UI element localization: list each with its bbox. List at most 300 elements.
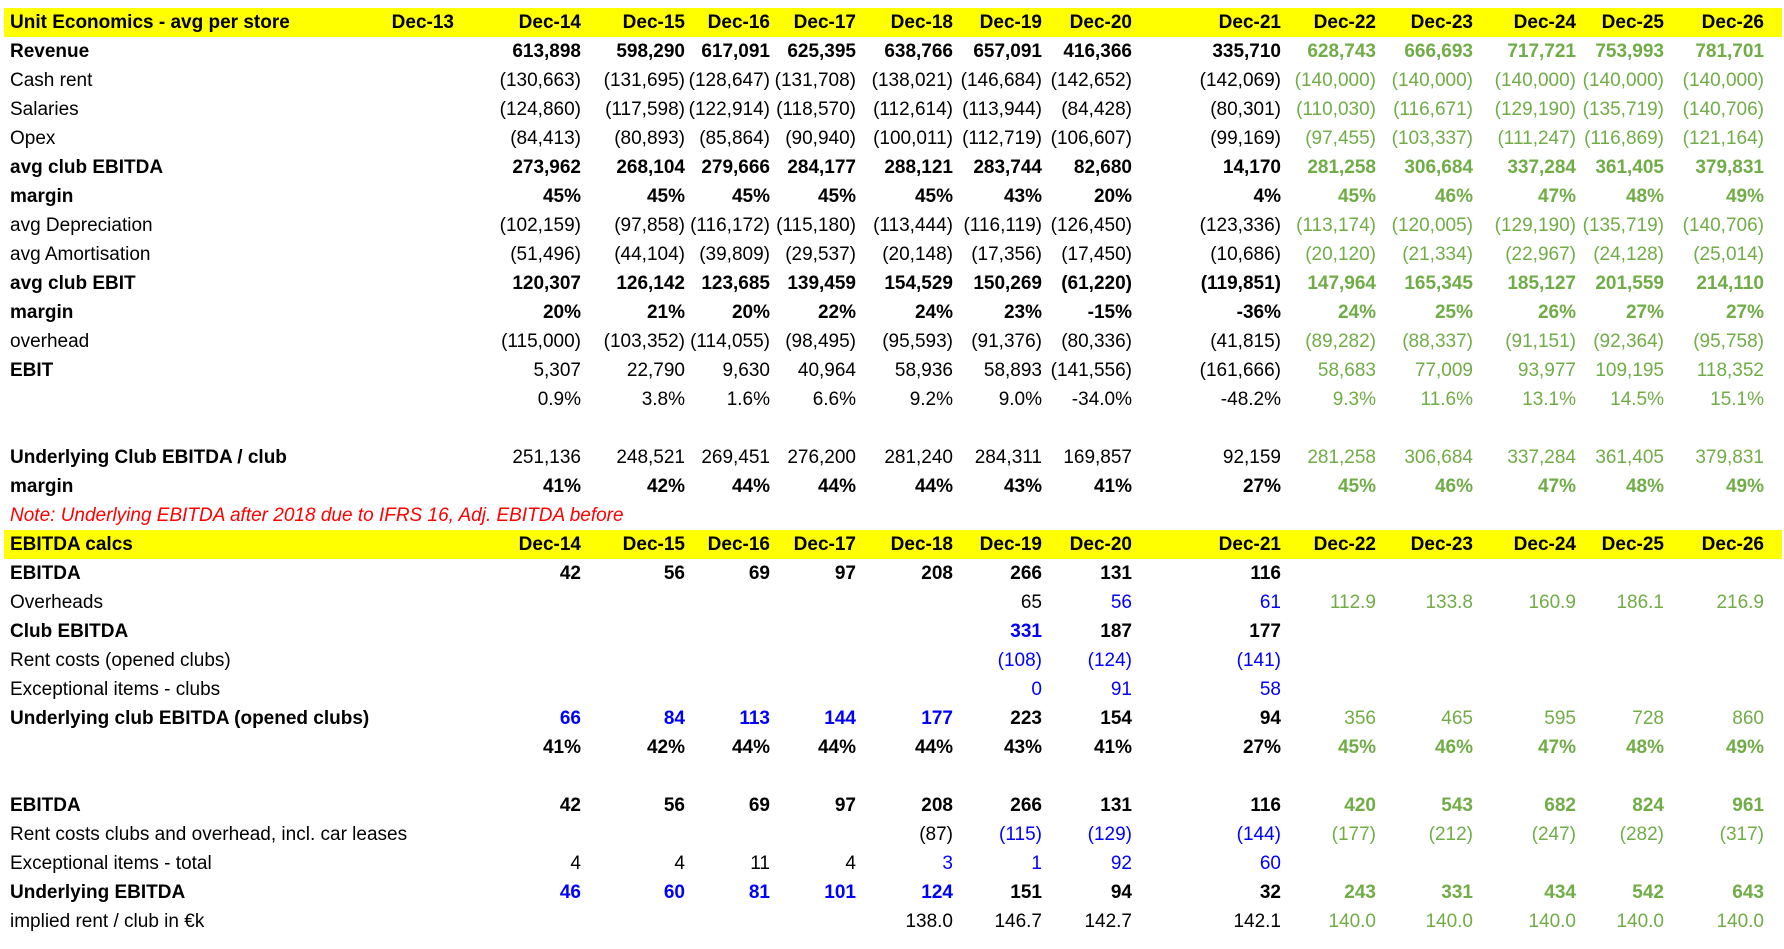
- table-cell[interactable]: 281,258: [1307, 157, 1376, 178]
- table-cell[interactable]: 116: [1250, 795, 1281, 816]
- table-cell[interactable]: (44,104): [614, 244, 685, 265]
- table-cell[interactable]: (97,455): [1305, 128, 1376, 149]
- table-cell[interactable]: (140,000): [1494, 70, 1576, 91]
- table-cell[interactable]: (317): [1719, 824, 1764, 845]
- row-label[interactable]: Rent costs (opened clubs): [10, 650, 231, 671]
- table-cell[interactable]: Dec-25: [1601, 12, 1664, 33]
- row-label[interactable]: Opex: [10, 128, 56, 149]
- table-cell[interactable]: (87): [919, 824, 953, 845]
- table-cell[interactable]: 465: [1441, 708, 1473, 729]
- table-cell[interactable]: 717,721: [1507, 41, 1576, 62]
- table-cell[interactable]: 94: [1259, 708, 1281, 729]
- table-cell[interactable]: -48.2%: [1220, 389, 1281, 410]
- table-cell[interactable]: 824: [1632, 795, 1664, 816]
- table-cell[interactable]: 22%: [817, 302, 856, 323]
- table-cell[interactable]: (124,860): [499, 99, 581, 120]
- table-cell[interactable]: 144: [824, 708, 856, 729]
- table-cell[interactable]: 682: [1544, 795, 1576, 816]
- table-cell[interactable]: (140,000): [1682, 70, 1764, 91]
- table-cell[interactable]: (117,598): [605, 99, 685, 120]
- table-cell[interactable]: (140,000): [1391, 70, 1473, 91]
- table-cell[interactable]: (98,495): [785, 331, 856, 352]
- row-label[interactable]: Overheads: [10, 592, 103, 613]
- table-cell[interactable]: (142,069): [1199, 70, 1281, 91]
- table-cell[interactable]: 434: [1544, 882, 1576, 903]
- table-cell[interactable]: 306,684: [1404, 447, 1473, 468]
- table-cell[interactable]: (142,652): [1050, 70, 1132, 91]
- table-cell[interactable]: (17,356): [971, 244, 1042, 265]
- table-cell[interactable]: (126,450): [1050, 215, 1132, 236]
- table-cell[interactable]: 728: [1632, 708, 1664, 729]
- table-cell[interactable]: 140.0: [1425, 911, 1473, 932]
- row-label[interactable]: Underlying Club EBITDA / club: [10, 447, 287, 468]
- table-cell[interactable]: 3: [942, 853, 953, 874]
- table-cell[interactable]: (103,352): [603, 331, 685, 352]
- table-cell[interactable]: 266: [1010, 563, 1042, 584]
- table-cell[interactable]: 49%: [1725, 476, 1764, 497]
- table-cell[interactable]: 91: [1110, 679, 1132, 700]
- table-cell[interactable]: 1.6%: [726, 389, 770, 410]
- table-cell[interactable]: 20%: [1093, 186, 1132, 207]
- table-cell[interactable]: 860: [1732, 708, 1764, 729]
- table-cell[interactable]: 47%: [1537, 476, 1576, 497]
- table-cell[interactable]: 45%: [914, 186, 953, 207]
- table-cell[interactable]: 131: [1100, 563, 1132, 584]
- table-cell[interactable]: (115,180): [776, 215, 856, 236]
- row-label[interactable]: Cash rent: [10, 70, 93, 91]
- table-cell[interactable]: (129,190): [1494, 215, 1576, 236]
- table-cell[interactable]: 165,345: [1404, 273, 1473, 294]
- table-cell[interactable]: -36%: [1236, 302, 1281, 323]
- table-cell[interactable]: 48%: [1625, 737, 1664, 758]
- row-label[interactable]: Revenue: [10, 41, 90, 62]
- table-cell[interactable]: 26%: [1537, 302, 1576, 323]
- table-cell[interactable]: 92,159: [1222, 447, 1281, 468]
- table-cell[interactable]: 46%: [1434, 186, 1473, 207]
- table-cell[interactable]: Dec-14: [518, 12, 581, 33]
- table-cell[interactable]: (108): [997, 650, 1042, 671]
- table-cell[interactable]: 118,352: [1696, 360, 1764, 381]
- table-cell[interactable]: (116,869): [1584, 128, 1664, 149]
- table-cell[interactable]: (135,719): [1582, 99, 1664, 120]
- table-cell[interactable]: (80,893): [614, 128, 685, 149]
- row-label[interactable]: EBITDA: [10, 563, 81, 584]
- row-label[interactable]: avg club EBITDA: [10, 157, 164, 178]
- table-cell[interactable]: 82,680: [1073, 157, 1132, 178]
- table-cell[interactable]: 251,136: [512, 447, 581, 468]
- table-cell[interactable]: 138.0: [905, 911, 953, 932]
- table-cell[interactable]: 77,009: [1414, 360, 1473, 381]
- table-cell[interactable]: Dec-15: [622, 534, 685, 555]
- table-cell[interactable]: 4: [845, 853, 856, 874]
- table-cell[interactable]: 56: [1110, 592, 1132, 613]
- table-cell[interactable]: 46%: [1434, 737, 1473, 758]
- table-cell[interactable]: (120,005): [1391, 215, 1473, 236]
- table-cell[interactable]: 666,693: [1404, 41, 1473, 62]
- table-cell[interactable]: 93,977: [1517, 360, 1576, 381]
- row-label[interactable]: avg club EBIT: [10, 273, 136, 294]
- table-cell[interactable]: 0: [1031, 679, 1042, 700]
- table-cell[interactable]: 416,366: [1063, 41, 1132, 62]
- table-cell[interactable]: 27%: [1625, 302, 1664, 323]
- table-cell[interactable]: (89,282): [1305, 331, 1376, 352]
- table-cell[interactable]: 22,790: [626, 360, 685, 381]
- table-cell[interactable]: 46: [559, 882, 581, 903]
- table-cell[interactable]: 27%: [1242, 476, 1281, 497]
- table-cell[interactable]: 47%: [1537, 737, 1576, 758]
- table-cell[interactable]: (118,570): [776, 99, 856, 120]
- table-cell[interactable]: 15.1%: [1710, 389, 1764, 410]
- table-cell[interactable]: 613,898: [512, 41, 581, 62]
- table-cell[interactable]: (112,719): [962, 128, 1042, 149]
- table-cell[interactable]: 283,744: [973, 157, 1042, 178]
- table-cell[interactable]: (141): [1236, 650, 1281, 671]
- table-cell[interactable]: 81: [748, 882, 770, 903]
- row-label[interactable]: EBITDA calcs: [10, 534, 133, 555]
- table-cell[interactable]: (110,030): [1296, 99, 1376, 120]
- row-label[interactable]: margin: [10, 186, 74, 207]
- table-cell[interactable]: 337,284: [1507, 157, 1576, 178]
- table-cell[interactable]: Dec-21: [1218, 12, 1281, 33]
- table-cell[interactable]: 657,091: [973, 41, 1042, 62]
- table-cell[interactable]: 140.0: [1528, 911, 1576, 932]
- table-cell[interactable]: 47%: [1537, 186, 1576, 207]
- row-label[interactable]: overhead: [10, 331, 90, 352]
- table-cell[interactable]: (84,413): [510, 128, 581, 149]
- table-cell[interactable]: 9.0%: [998, 389, 1042, 410]
- row-label[interactable]: EBITDA: [10, 795, 81, 816]
- row-label[interactable]: avg Depreciation: [10, 215, 153, 236]
- table-cell[interactable]: 69: [748, 795, 770, 816]
- table-cell[interactable]: 266: [1010, 795, 1042, 816]
- table-cell[interactable]: (116,172): [690, 215, 770, 236]
- table-cell[interactable]: 23%: [1003, 302, 1042, 323]
- row-label[interactable]: Salaries: [10, 99, 79, 120]
- table-cell[interactable]: 6.6%: [812, 389, 856, 410]
- row-label[interactable]: Unit Economics - avg per store: [10, 12, 290, 33]
- table-cell[interactable]: (161,666): [1199, 360, 1281, 381]
- table-cell[interactable]: (85,864): [699, 128, 770, 149]
- table-cell[interactable]: (95,758): [1693, 331, 1764, 352]
- table-cell[interactable]: 25%: [1434, 302, 1473, 323]
- table-cell[interactable]: 48%: [1625, 186, 1664, 207]
- table-cell[interactable]: 628,743: [1307, 41, 1376, 62]
- table-cell[interactable]: 356: [1344, 708, 1376, 729]
- table-cell[interactable]: Dec-24: [1513, 12, 1576, 33]
- table-cell[interactable]: 284,177: [787, 157, 856, 178]
- row-label[interactable]: Exceptional items - clubs: [10, 679, 221, 700]
- table-cell[interactable]: 60: [663, 882, 685, 903]
- table-cell[interactable]: (177): [1331, 824, 1376, 845]
- table-cell[interactable]: Dec-26: [1701, 534, 1764, 555]
- table-cell[interactable]: 43%: [1003, 186, 1042, 207]
- table-cell[interactable]: (140,706): [1682, 99, 1764, 120]
- table-cell[interactable]: 42: [559, 563, 581, 584]
- table-cell[interactable]: (10,686): [1210, 244, 1281, 265]
- table-cell[interactable]: 56: [663, 563, 685, 584]
- row-label[interactable]: avg Amortisation: [10, 244, 151, 265]
- table-cell[interactable]: 112.9: [1329, 592, 1376, 613]
- table-cell[interactable]: 45%: [646, 186, 685, 207]
- table-cell[interactable]: (80,301): [1210, 99, 1281, 120]
- row-label[interactable]: margin: [10, 302, 74, 323]
- table-cell[interactable]: 781,701: [1695, 41, 1764, 62]
- table-cell[interactable]: (99,169): [1210, 128, 1281, 149]
- table-cell[interactable]: (122,914): [688, 99, 770, 120]
- table-cell[interactable]: 41%: [1093, 737, 1132, 758]
- table-cell[interactable]: 142.1: [1233, 911, 1281, 932]
- table-cell[interactable]: 160.9: [1528, 592, 1576, 613]
- table-cell[interactable]: 4%: [1253, 186, 1281, 207]
- table-cell[interactable]: 169,857: [1063, 447, 1132, 468]
- table-cell[interactable]: 216.9: [1716, 592, 1764, 613]
- table-cell[interactable]: 45%: [1337, 737, 1376, 758]
- table-cell[interactable]: 337,284: [1507, 447, 1576, 468]
- table-cell[interactable]: 44%: [914, 737, 953, 758]
- table-cell[interactable]: 281,258: [1307, 447, 1376, 468]
- table-cell[interactable]: Dec-13: [391, 12, 454, 33]
- table-cell[interactable]: Dec-20: [1069, 534, 1132, 555]
- table-cell[interactable]: 3.8%: [641, 389, 685, 410]
- table-cell[interactable]: (129,190): [1494, 99, 1576, 120]
- table-cell[interactable]: (97,858): [614, 215, 685, 236]
- table-cell[interactable]: 177: [921, 708, 953, 729]
- table-cell[interactable]: 154: [1100, 708, 1132, 729]
- table-cell[interactable]: 361,405: [1595, 447, 1664, 468]
- table-cell[interactable]: (113,944): [962, 99, 1042, 120]
- table-cell[interactable]: 44%: [731, 476, 770, 497]
- table-cell[interactable]: Dec-25: [1601, 534, 1664, 555]
- table-cell[interactable]: 46%: [1434, 476, 1473, 497]
- table-cell[interactable]: 44%: [914, 476, 953, 497]
- table-cell[interactable]: 42%: [646, 476, 685, 497]
- table-cell[interactable]: (138,021): [871, 70, 953, 91]
- table-cell[interactable]: (115): [999, 824, 1042, 845]
- table-cell[interactable]: 248,521: [616, 447, 685, 468]
- table-cell[interactable]: (103,337): [1391, 128, 1473, 149]
- table-cell[interactable]: 94: [1110, 882, 1132, 903]
- table-cell[interactable]: 543: [1441, 795, 1473, 816]
- table-cell[interactable]: (119,851): [1200, 273, 1281, 294]
- table-cell[interactable]: 42: [559, 795, 581, 816]
- table-cell[interactable]: (123,336): [1199, 215, 1281, 236]
- table-cell[interactable]: 24%: [914, 302, 953, 323]
- table-cell[interactable]: (131,695): [603, 70, 685, 91]
- table-cell[interactable]: (111,247): [1497, 128, 1576, 149]
- table-cell[interactable]: 48%: [1625, 476, 1664, 497]
- table-cell[interactable]: 45%: [1337, 186, 1376, 207]
- table-cell[interactable]: 58,936: [894, 360, 953, 381]
- table-cell[interactable]: (114,055): [690, 331, 770, 352]
- table-cell[interactable]: (212): [1428, 824, 1473, 845]
- table-cell[interactable]: 49%: [1725, 737, 1764, 758]
- table-cell[interactable]: 5,307: [533, 360, 581, 381]
- table-cell[interactable]: 97: [834, 563, 856, 584]
- table-cell[interactable]: Dec-16: [707, 12, 770, 33]
- table-cell[interactable]: 288,121: [884, 157, 953, 178]
- table-cell[interactable]: 14,170: [1222, 157, 1281, 178]
- table-cell[interactable]: 41%: [1093, 476, 1132, 497]
- table-cell[interactable]: 420: [1344, 795, 1376, 816]
- table-cell[interactable]: 243: [1344, 882, 1376, 903]
- table-cell[interactable]: (95,593): [882, 331, 953, 352]
- table-cell[interactable]: 69: [748, 563, 770, 584]
- table-cell[interactable]: 208: [921, 795, 953, 816]
- table-cell[interactable]: (21,334): [1402, 244, 1473, 265]
- table-cell[interactable]: (135,719): [1582, 215, 1664, 236]
- table-cell[interactable]: 58,893: [983, 360, 1042, 381]
- table-cell[interactable]: Dec-22: [1313, 12, 1376, 33]
- table-cell[interactable]: 140.0: [1716, 911, 1764, 932]
- table-cell[interactable]: 45%: [1337, 476, 1376, 497]
- table-cell[interactable]: (129): [1087, 824, 1132, 845]
- table-cell[interactable]: 201,559: [1595, 273, 1664, 294]
- table-cell[interactable]: 214,110: [1696, 273, 1764, 294]
- table-cell[interactable]: (102,159): [499, 215, 581, 236]
- table-cell[interactable]: 146.7: [994, 911, 1042, 932]
- table-cell[interactable]: 185,127: [1507, 273, 1576, 294]
- table-cell[interactable]: (91,151): [1505, 331, 1576, 352]
- table-cell[interactable]: 42%: [646, 737, 685, 758]
- table-cell[interactable]: Dec-23: [1410, 12, 1473, 33]
- table-cell[interactable]: 24%: [1337, 302, 1376, 323]
- table-cell[interactable]: (100,011): [873, 128, 953, 149]
- table-cell[interactable]: 331: [1010, 621, 1042, 642]
- table-cell[interactable]: -15%: [1087, 302, 1132, 323]
- table-cell[interactable]: 124: [921, 882, 953, 903]
- table-cell[interactable]: 617,091: [701, 41, 770, 62]
- table-cell[interactable]: 43%: [1003, 476, 1042, 497]
- table-cell[interactable]: (92,364): [1593, 331, 1664, 352]
- table-cell[interactable]: Dec-18: [890, 12, 953, 33]
- table-cell[interactable]: Dec-26: [1701, 12, 1764, 33]
- table-cell[interactable]: 44%: [817, 476, 856, 497]
- table-cell[interactable]: 281,240: [884, 447, 953, 468]
- table-cell[interactable]: (130,663): [499, 70, 581, 91]
- table-cell[interactable]: (131,708): [774, 70, 856, 91]
- row-label[interactable]: Club EBITDA: [10, 621, 129, 642]
- table-cell[interactable]: (116,119): [963, 215, 1042, 236]
- table-cell[interactable]: (20,148): [882, 244, 953, 265]
- table-cell[interactable]: (140,000): [1582, 70, 1664, 91]
- table-cell[interactable]: 32: [1259, 882, 1281, 903]
- table-cell[interactable]: 139,459: [787, 273, 856, 294]
- table-cell[interactable]: 1: [1031, 853, 1042, 874]
- table-cell[interactable]: 0.9%: [537, 389, 581, 410]
- table-cell[interactable]: (140,706): [1682, 215, 1764, 236]
- table-cell[interactable]: Dec-16: [707, 534, 770, 555]
- table-cell[interactable]: Dec-15: [622, 12, 685, 33]
- table-cell[interactable]: 101: [824, 882, 856, 903]
- table-cell[interactable]: 147,964: [1307, 273, 1376, 294]
- table-cell[interactable]: 598,290: [616, 41, 685, 62]
- table-cell[interactable]: (61,220): [1061, 273, 1132, 294]
- table-cell[interactable]: 4: [570, 853, 581, 874]
- table-cell[interactable]: 284,311: [974, 447, 1042, 468]
- table-cell[interactable]: 595: [1544, 708, 1576, 729]
- table-cell[interactable]: 44%: [817, 737, 856, 758]
- table-cell[interactable]: 45%: [731, 186, 770, 207]
- table-cell[interactable]: (51,496): [510, 244, 581, 265]
- table-cell[interactable]: 379,831: [1695, 157, 1764, 178]
- row-label[interactable]: Note: Underlying EBITDA after 2018 due to IFRS 16, Adj. EBITDA before: [10, 505, 624, 526]
- table-cell[interactable]: Dec-21: [1218, 534, 1281, 555]
- table-cell[interactable]: (17,450): [1061, 244, 1132, 265]
- table-cell[interactable]: 13.1%: [1522, 389, 1576, 410]
- table-cell[interactable]: 273,962: [512, 157, 581, 178]
- table-cell[interactable]: (29,537): [785, 244, 856, 265]
- table-cell[interactable]: 268,104: [616, 157, 685, 178]
- table-cell[interactable]: (282): [1619, 824, 1664, 845]
- table-cell[interactable]: 133.8: [1425, 592, 1473, 613]
- table-cell[interactable]: Dec-23: [1410, 534, 1473, 555]
- table-cell[interactable]: 20%: [731, 302, 770, 323]
- table-cell[interactable]: 27%: [1242, 737, 1281, 758]
- row-label[interactable]: Underlying club EBITDA (opened clubs): [10, 708, 370, 729]
- table-cell[interactable]: 44%: [731, 737, 770, 758]
- table-cell[interactable]: 9.2%: [909, 389, 953, 410]
- table-cell[interactable]: (80,336): [1061, 331, 1132, 352]
- table-cell[interactable]: 56: [663, 795, 685, 816]
- table-cell[interactable]: Dec-24: [1513, 534, 1576, 555]
- table-cell[interactable]: 306,684: [1404, 157, 1473, 178]
- table-cell[interactable]: (41,815): [1210, 331, 1281, 352]
- table-cell[interactable]: 11.6%: [1420, 389, 1473, 410]
- table-cell[interactable]: 4: [674, 853, 685, 874]
- table-cell[interactable]: 84: [663, 708, 685, 729]
- table-cell[interactable]: Dec-17: [793, 12, 856, 33]
- table-cell[interactable]: 9,630: [722, 360, 770, 381]
- table-cell[interactable]: (88,337): [1402, 331, 1473, 352]
- table-cell[interactable]: 66: [559, 708, 581, 729]
- table-cell[interactable]: (141,556): [1050, 360, 1132, 381]
- table-cell[interactable]: (124): [1087, 650, 1132, 671]
- table-cell[interactable]: Dec-18: [890, 534, 953, 555]
- row-label[interactable]: EBIT: [10, 360, 54, 381]
- table-cell[interactable]: (84,428): [1061, 99, 1132, 120]
- table-cell[interactable]: 97: [834, 795, 856, 816]
- table-cell[interactable]: (90,940): [785, 128, 856, 149]
- table-cell[interactable]: 961: [1732, 795, 1764, 816]
- table-cell[interactable]: 542: [1632, 882, 1664, 903]
- table-cell[interactable]: 643: [1732, 882, 1764, 903]
- table-cell[interactable]: 45%: [817, 186, 856, 207]
- table-cell[interactable]: (146,684): [960, 70, 1042, 91]
- table-cell[interactable]: 223: [1010, 708, 1042, 729]
- table-cell[interactable]: (106,607): [1050, 128, 1132, 149]
- table-cell[interactable]: 150,269: [973, 273, 1042, 294]
- table-cell[interactable]: Dec-22: [1313, 534, 1376, 555]
- table-cell[interactable]: 109,195: [1595, 360, 1664, 381]
- row-label[interactable]: Rent costs clubs and overhead, incl. car leases: [10, 824, 408, 845]
- table-cell[interactable]: (144): [1236, 824, 1281, 845]
- table-cell[interactable]: (113,444): [873, 215, 953, 236]
- table-cell[interactable]: 61: [1259, 592, 1281, 613]
- row-label[interactable]: Exceptional items - total: [10, 853, 212, 874]
- table-cell[interactable]: (25,014): [1693, 244, 1764, 265]
- table-cell[interactable]: 140.0: [1328, 911, 1376, 932]
- table-cell[interactable]: 151: [1010, 882, 1042, 903]
- table-cell[interactable]: 49%: [1725, 186, 1764, 207]
- table-cell[interactable]: 41%: [542, 476, 581, 497]
- table-cell[interactable]: 43%: [1003, 737, 1042, 758]
- table-cell[interactable]: 58,683: [1317, 360, 1376, 381]
- table-cell[interactable]: 186.1: [1616, 592, 1664, 613]
- table-cell[interactable]: Dec-19: [979, 12, 1042, 33]
- row-label[interactable]: implied rent / club in €k: [10, 911, 205, 932]
- table-cell[interactable]: 14.5%: [1610, 389, 1664, 410]
- row-label[interactable]: margin: [10, 476, 74, 497]
